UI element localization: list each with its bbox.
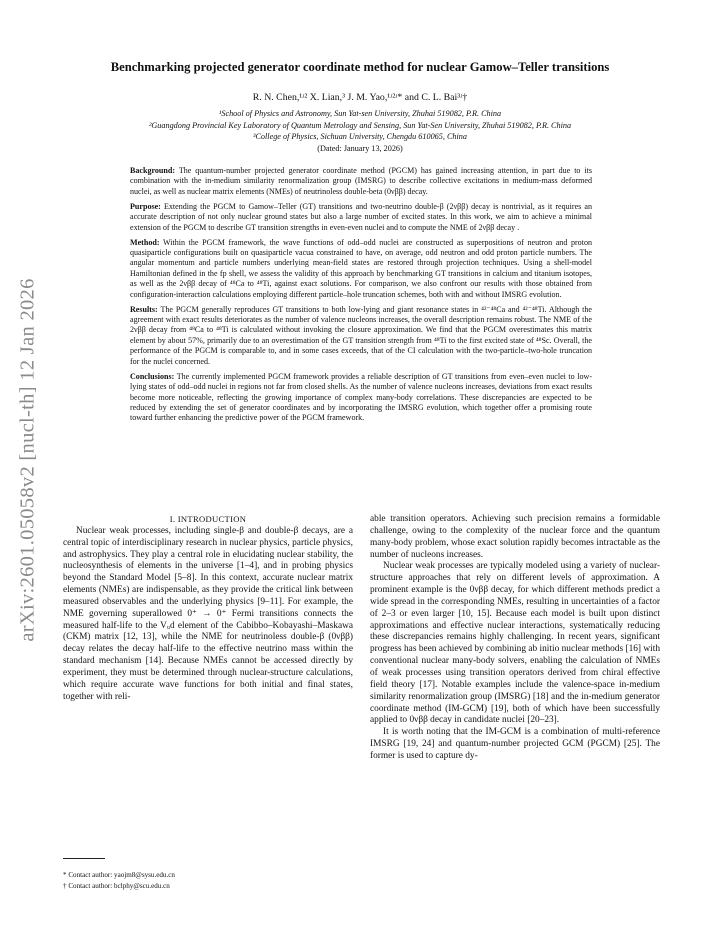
affiliations (30, 108, 690, 154)
affiliation-2: ²Guangdong Provincial Key Laboratory of Quantum Metrology and Sensing, Sun Yat-Sen University, Zhuhai 519082, P.R. China (148, 120, 572, 130)
abstract-method (130, 238, 592, 300)
arxiv-id: arXiv:2601.05058v2 [nucl-th] 12 Jan 2026 (16, 278, 39, 642)
abstract-text: The currently implemented PGCM framework provides a reliable description of GT transitions from even–even nuclei to low-lying states of odd–odd nuclei in regions not far from closed shells. As the number of valence nucleons increases, deviations from exact results become more noticeable, reflecting the growing importance of complex many-body correlations. These discrepancies are expected to be reduced by extending the set of generator coordinates and by incorporating the IMSRG evolution, which together offer a promising route toward further enhancing the predictive power of the PGCM framework. (130, 371, 592, 423)
intro-paragraph: Nuclear weak processes, including single-β and double-β decays, are a central topic of interdisciplinary research in nuclear physics, particle physics, and astrophysics. They play a central role in elucidating nuclear stability, the nucleosynthesis of elements in the universe [1–4], and in probing physics beyond the Standard Model [5–8]. In this context, accurate nuclear matrix elements (NMEs) are indispensable, as they provide the critical link between measured observables and the underlying physics [9–11]. For example, the NME governing superallowed 0⁺ → 0⁺ Fermi transitions connects the measured half-life to the Vᵤd element of the Cabibbo–Kobayashi–Maskawa (CKM) matrix [12, 13], while the NME for neutrinoless double-β (0νββ) decay relates the decay half-life to the effective neutrino mass within the standard mechanism [14]. Because NMEs cannot be accessed directly by experiment, they must be determined through nuclear-structure calculations, which require accurate wave functions for both initial and final states, together with reli- (63, 525, 353, 702)
abstract-text: Within the PGCM framework, the wave functions of odd–odd nuclei are constructed as superpositions of neutron and proton quasiparticle configurations built on quasiparticle vacua constrained to have, on average, odd neutron and odd proton particle numbers. The angular momentum and particle numbers underlying mean-field states are restored through projection techniques. Using a shell-model Hamiltonian defined in the fp shell, we assess the validity of this approach by benchmarking GT transitions in calcium and titanium isotopes, as well as the 2νββ decay of ⁴⁸Ca to ⁴⁸Ti, against exact solutions. For comparison, we also confront our results with those obtained from configuration-interaction calculations employing different particle–hole truncation schemes, both with and without IMSRG evolution. (130, 237, 592, 299)
affiliation-3: ³College of Physics, Sichuan University, Chengdu 610065, China (253, 132, 467, 141)
abstract-label: Results: (130, 304, 158, 314)
abstract-text: The quantum-number projected generator coordinate method (PGCM) has gained increasing attention, in part due to its combination with the in-medium similarity renormalization group (IMSRG) to describe collective excitations in medium-mass deformed nuclei, as well as nuclear matrix elements (NMEs) of neutrinoless double-beta (0νββ) decay. (130, 166, 592, 196)
abstract-label: Background: (130, 166, 176, 175)
intro-paragraph: Nuclear weak processes are typically modeled using a variety of nuclear-structure approaches that rely on different levels of approximation. A prominent example is the 0νββ decay, for which different methods predict a wide spread in the corresponding NMEs, resulting in uncertainties of a factor of 2–3 or even larger [10, 15]. Because each model is built upon distinct approximations and effective nuclear interactions, systematically reducing these discrepancies remains highly challenging. In recent years, significant progress has been achieved by combining ab initio nuclear methods [16] with conventional nuclear many-body solvers, enabling the calculation of NMEs of weak processes using transition operators derived from chiral effective field theory [17]. Notable examples include the valence-space in-medium similarity renormalization group (IMSRG) [18] and the in-medium generator coordinate method (IM-GCM) [19], both of which have been successfully applied to 0νββ decay in candidate nuclei [20–23]. (370, 561, 660, 726)
abstract-purpose (130, 202, 592, 233)
abstract-text: Extending the PGCM to Gamow–Teller (GT) transitions and two-neutrino double-β (2νββ) decay is nontrivial, as it requires an accurate description of not only nuclear ground states but also a large number of excited states. In this work, we aim to achieve a minimal extension of the PGCM to describe GT transition strengths in even-even nuclei and to compute the NME of 2νββ decay . (130, 201, 592, 232)
left-column (63, 514, 353, 704)
abstract (130, 166, 592, 428)
author-list: R. N. Chen,¹ʴ² X. Lian,³ J. M. Yao,¹ʴ²ʴ* and C. L. Bai³ʴ† (252, 92, 468, 103)
footnote-contact-2: † Contact author: bclphy@scu.edu.cn (63, 881, 170, 890)
intro-paragraph-continued: able transition operators. Achieving such precision remains a formidable challenge, owing to the complexity of the nuclear force and the quantum many-body problem, whose exact solution rapidly becomes intractable as the number of nucleons increases. (370, 514, 660, 560)
dated-line: (Dated: January 13, 2026) (317, 143, 403, 153)
footnote-contact-1: * Contact author: yaojm8@sysu.edu.cn (63, 871, 175, 879)
abstract-label: Purpose: (130, 201, 161, 211)
intro-paragraph: It is worth noting that the IM-GCM is a combination of multi-reference IMSRG [19, 24] and quantum-number projected GCM (PGCM) [25]. The former is used to capture dy- (370, 727, 660, 761)
footnotes (63, 870, 353, 891)
arxiv-identifier-sidebar (8, 260, 48, 660)
abstract-label: Conclusions: (130, 371, 175, 381)
paper-title: Benchmarking projected generator coordinate method for nuclear Gamow–Teller transitions (110, 60, 610, 74)
abstract-results (130, 305, 592, 367)
section-heading: I. INTRODUCTION (169, 514, 247, 524)
footnote-rule (63, 858, 105, 859)
abstract-label: Method: (130, 237, 160, 247)
affiliation-1: ¹School of Physics and Astronomy, Sun Yat-sen University, Zhuhai 519082, P.R. China (218, 109, 502, 118)
right-column (370, 514, 660, 763)
abstract-background (130, 166, 592, 197)
abstract-text: The PGCM generally reproduces GT transitions to both low-lying and giant resonance states in ⁴²⁻⁴⁸Ca and ⁴²⁻⁴⁸Ti. Although the agreement with exact results deteriorates as the number of valence nucleons increases, the overall description remains robust. The NME of the 2νββ decay from ⁴⁸Ca to ⁴⁸Ti is calculated without invoking the closure approximation. We find that the PGCM overestimates this matrix element by about 57%, primarily due to an overestimation of the GT transition strength from ⁴⁸Ti to the first excited state of ⁴⁸Sc. Overall, the performance of the PGCM is comparable to, and in some cases exceeds, that of the CI calculation with the two-particle–two-hole truncation for the nuclei concerned. (130, 304, 592, 366)
abstract-conclusions (130, 372, 592, 424)
